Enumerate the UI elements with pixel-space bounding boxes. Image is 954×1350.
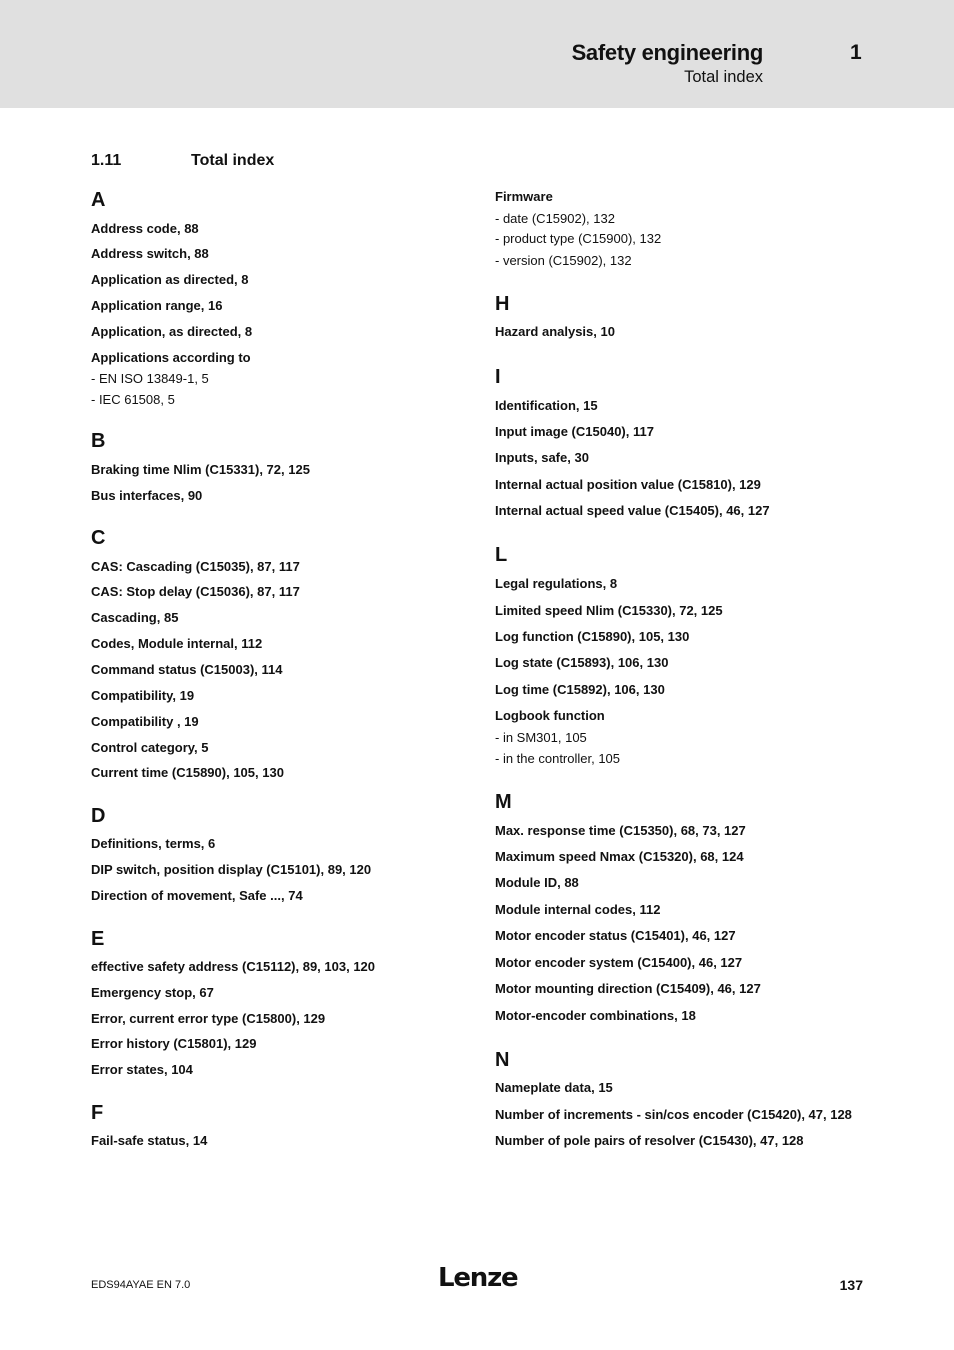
index-entry: Input image (C15040), 117 <box>495 424 654 439</box>
index-entry: Motor-encoder combinations, 18 <box>495 1008 696 1023</box>
index-entry: Max. response time (C15350), 68, 73, 127 <box>495 823 746 838</box>
index-entry: DIP switch, position display (C15101), 89, 120 <box>91 862 372 877</box>
lenze-logo: Lenze <box>438 1263 518 1293</box>
index-entry: Emergency stop, 67 <box>91 985 214 1000</box>
index-entry: Error states, 104 <box>91 1062 193 1077</box>
index-entry: Application, as directed, 8 <box>91 324 253 339</box>
index-entry: CAS: Cascading (C15035), 87, 117 <box>91 559 300 574</box>
index-entry: Log time (C15892), 106, 130 <box>495 682 665 697</box>
index-letter-m: M <box>495 791 512 813</box>
index-entry: Error history (C15801), 129 <box>91 1036 257 1051</box>
index-letter-l: L <box>495 544 508 566</box>
chapter-number: 1 <box>850 41 862 64</box>
index-entry: Control category, 5 <box>91 740 209 755</box>
index-letter-c: C <box>91 527 106 549</box>
index-subentry: - in SM301, 105 <box>495 730 587 745</box>
index-entry: Fail-safe status, 14 <box>91 1133 208 1148</box>
index-entry: Internal actual position value (C15810), 129 <box>495 477 761 492</box>
index-entry: Direction of movement, Safe ..., 74 <box>91 888 303 903</box>
index-letter-i: I <box>495 366 501 388</box>
index-subentry: - in the controller, 105 <box>495 751 621 766</box>
index-entry: Address switch, 88 <box>91 246 209 261</box>
index-letter-n: N <box>495 1049 510 1071</box>
chapter-title: Safety engineering <box>571 40 763 65</box>
index-letter-d: D <box>91 805 106 827</box>
index-entry: Number of pole pairs of resolver (C15430), 47, 128 <box>495 1133 804 1148</box>
index-subentry: - IEC 61508, 5 <box>91 392 175 407</box>
index-letter-a: A <box>91 189 106 211</box>
index-entry: Log state (C15893), 106, 130 <box>495 655 669 670</box>
document-id: EDS94AYAE EN 7.0 <box>91 1279 191 1291</box>
index-entry: Applications according to <box>91 350 251 365</box>
section-number: 1.11 <box>91 152 122 169</box>
index-entry: Codes, Module internal, 112 <box>91 636 263 651</box>
index-letter-b: B <box>91 430 106 452</box>
index-entry: Identification, 15 <box>495 398 598 413</box>
index-letter-h: H <box>495 293 510 315</box>
index-entry: Application range, 16 <box>91 298 223 313</box>
header-band <box>0 0 954 108</box>
index-entry: Firmware <box>495 189 553 204</box>
section-title: Total index <box>191 152 275 169</box>
index-entry: Current time (C15890), 105, 130 <box>91 765 284 780</box>
index-entry: Nameplate data, 15 <box>495 1080 613 1095</box>
index-subentry: - EN ISO 13849-1, 5 <box>91 371 209 386</box>
index-entry: Motor encoder status (C15401), 46, 127 <box>495 928 736 943</box>
index-entry: Address code, 88 <box>91 221 199 236</box>
index-entry: Error, current error type (C15800), 129 <box>91 1011 326 1026</box>
index-subentry: - product type (C15900), 132 <box>495 231 662 246</box>
index-entry: Cascading, 85 <box>91 610 179 625</box>
page-number: 137 <box>839 1277 863 1293</box>
index-entry: Log function (C15890), 105, 130 <box>495 629 690 644</box>
index-letter-e: E <box>91 928 105 950</box>
chapter-subtitle: Total index <box>684 68 763 86</box>
index-entry: Motor encoder system (C15400), 46, 127 <box>495 955 743 970</box>
index-entry: Hazard analysis, 10 <box>495 324 615 339</box>
index-entry: Limited speed Nlim (C15330), 72, 125 <box>495 603 723 618</box>
section-heading <box>91 152 274 170</box>
index-entry: Inputs, safe, 30 <box>495 450 589 465</box>
index-letter-f: F <box>91 1102 104 1124</box>
index-entry: Bus interfaces, 90 <box>91 488 203 503</box>
index-entry: Internal actual speed value (C15405), 46, 127 <box>495 503 770 518</box>
index-entry: Application as directed, 8 <box>91 272 249 287</box>
index-entry: Braking time Nlim (C15331), 72, 125 <box>91 462 310 477</box>
index-entry: Logbook function <box>495 708 605 723</box>
index-entry: CAS: Stop delay (C15036), 87, 117 <box>91 584 300 599</box>
index-subentry: - date (C15902), 132 <box>495 211 615 226</box>
index-entry: Number of increments - sin/cos encoder (C15420), 47, 128 <box>495 1107 852 1122</box>
index-subentry: - version (C15902), 132 <box>495 253 632 268</box>
index-entry: Module ID, 88 <box>495 875 579 890</box>
index-entry: Legal regulations, 8 <box>495 576 618 591</box>
index-entry: Compatibility, 19 <box>91 688 195 703</box>
index-entry: Definitions, terms, 6 <box>91 836 216 851</box>
index-entry: Maximum speed Nmax (C15320), 68, 124 <box>495 849 744 864</box>
index-entry: effective safety address (C15112), 89, 103, 120 <box>91 959 376 974</box>
index-entry: Motor mounting direction (C15409), 46, 127 <box>495 981 761 996</box>
index-entry: Module internal codes, 112 <box>495 902 661 917</box>
index-entry: Compatibility , 19 <box>91 714 199 729</box>
index-entry: Command status (C15003), 114 <box>91 662 283 677</box>
